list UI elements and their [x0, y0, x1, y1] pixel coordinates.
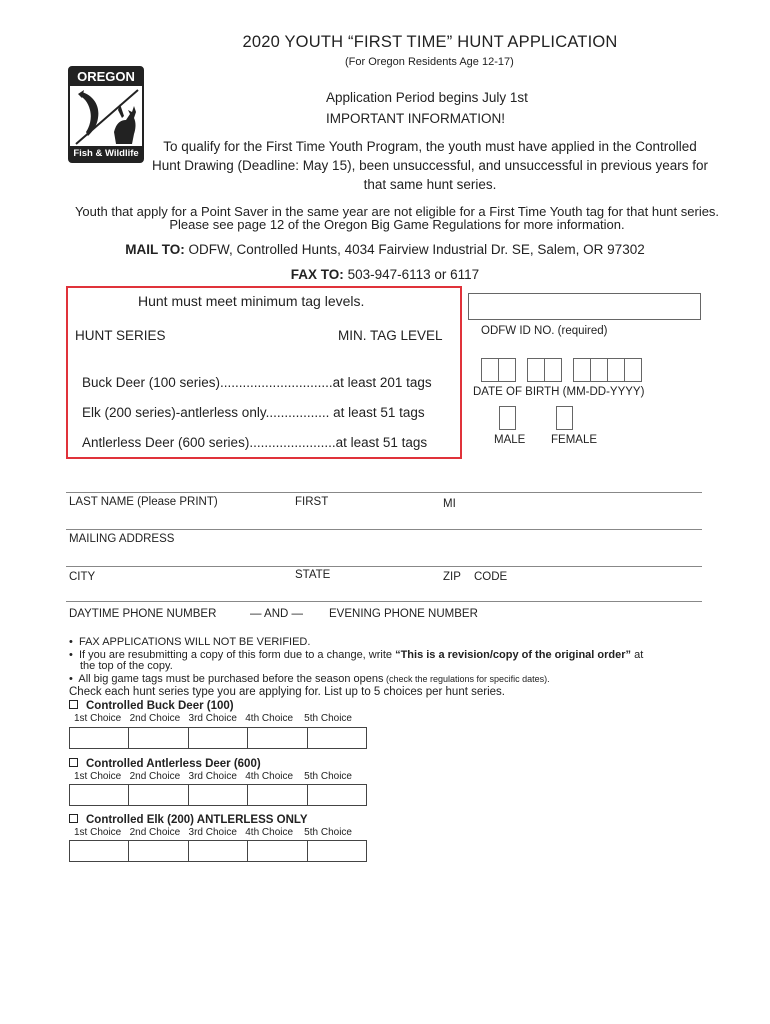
choice-1-label: 1st Choice [74, 771, 122, 782]
choice-input-row [69, 840, 367, 862]
mail-to-line [0, 242, 770, 257]
min-tag-level-header: MIN. TAG LEVEL [338, 328, 443, 343]
female-checkbox[interactable] [556, 406, 573, 430]
tags-note: • All big game tags must be purchased before the season opens (check the regulations for specific dates). [69, 673, 550, 685]
hunt-elk-label: Controlled Elk (200) ANTLERLESS ONLY [86, 814, 308, 826]
choice-input[interactable] [129, 841, 188, 861]
zip-label: ZIP [443, 571, 461, 583]
important-info-heading: IMPORTANT INFORMATION! [326, 111, 506, 126]
choice-3-label: 3rd Choice [188, 713, 237, 724]
choice-input[interactable] [308, 785, 366, 805]
checkbox-icon[interactable] [69, 814, 78, 823]
male-label: MALE [494, 434, 526, 446]
choice-input[interactable] [248, 841, 307, 861]
tag-row-antlerless-deer: Antlerless Deer (600 series).......................at least 51 tags [82, 435, 428, 450]
first-name-label: FIRST [295, 496, 329, 508]
field-divider [66, 529, 702, 530]
choice-5-label: 5th Choice [304, 827, 352, 838]
choice-5-label: 5th Choice [304, 713, 352, 724]
mail-to-label: MAIL TO: [125, 242, 185, 257]
fish-and-deer-icon [72, 88, 140, 146]
dob-digit-box[interactable] [544, 358, 562, 382]
resubmit-note: • If you are resubmitting a copy of this form due to a change, write “This is a revision/copy of the original order” at [69, 649, 644, 661]
fax-to-label: FAX TO: [290, 267, 344, 282]
checkbox-icon[interactable] [69, 758, 78, 767]
mailing-address-label: MAILING ADDRESS [69, 533, 175, 545]
dob-digit-box[interactable] [481, 358, 499, 382]
and-separator: — AND — [250, 608, 304, 620]
dob-digit-box[interactable] [527, 358, 545, 382]
hunt-elk-antlerless[interactable] [69, 814, 308, 826]
field-divider [66, 566, 702, 567]
choice-3-label: 3rd Choice [188, 827, 237, 838]
odfw-id-input[interactable] [468, 293, 701, 320]
field-divider [66, 601, 702, 602]
choice-input[interactable] [70, 841, 129, 861]
resubmit-text-b: at [631, 649, 644, 661]
checkbox-icon[interactable] [69, 700, 78, 709]
evening-phone-label: EVENING PHONE NUMBER [329, 608, 478, 620]
dob-label: DATE OF BIRTH (MM-DD-YYYY) [473, 386, 645, 398]
point-saver-paragraph: Youth that apply for a Point Saver in the same year are not eligible for a First Time Youth tag for that hunt series. Please see page 12 of the Oregon Big Game Regulations for more information. [74, 204, 720, 232]
choice-1-label: 1st Choice [74, 827, 122, 838]
resubmit-text-a: If you are resubmitting a copy of this form due to a change, write [78, 649, 396, 661]
qualify-paragraph: To qualify for the First Time Youth Program, the youth must have applied in the Controlled Hunt Drawing (Deadline: May 15), been unsuccessful, and unsuccessful in previous years for that same hunt series. [151, 139, 709, 192]
tags-note-text: All big game tags must be purchased before the season opens [78, 673, 384, 685]
choice-header-row [74, 827, 352, 838]
choice-4-label: 4th Choice [245, 771, 294, 782]
check-each-note: Check each hunt series type you are applying for. List up to 5 choices per hunt series. [69, 686, 505, 698]
resubmit-text-bold: “This is a revision/copy of the original order” [395, 649, 632, 661]
state-label: STATE [295, 569, 331, 581]
choice-header-row [74, 713, 352, 724]
tags-note-small: (check the regulations for specific dates). [383, 674, 550, 684]
choice-input[interactable] [308, 728, 366, 748]
min-tag-note: Hunt must meet minimum tag levels. [138, 293, 365, 309]
choice-input[interactable] [70, 728, 129, 748]
hunt-antlerless-deer-label: Controlled Antlerless Deer (600) [86, 758, 261, 770]
choice-2-label: 2nd Choice [129, 713, 181, 724]
dob-digit-box[interactable] [624, 358, 642, 382]
city-label: CITY [69, 571, 96, 583]
choice-input[interactable] [189, 728, 248, 748]
form-subtitle: (For Oregon Residents Age 12-17) [345, 56, 514, 68]
choice-2-label: 2nd Choice [129, 771, 181, 782]
choice-5-label: 5th Choice [304, 771, 352, 782]
choice-3-label: 3rd Choice [188, 771, 237, 782]
mail-address: ODFW, Controlled Hunts, 4034 Fairview Industrial Dr. SE, Salem, OR 97302 [188, 242, 645, 257]
tag-row-elk: Elk (200 series)-antlerless only................. at least 51 tags [82, 405, 425, 420]
choice-input[interactable] [189, 785, 248, 805]
logo-fish-wildlife-text: Fish & Wildlife [70, 146, 142, 161]
fax-note-text: FAX APPLICATIONS WILL NOT BE VERIFIED. [78, 636, 311, 648]
daytime-phone-label: DAYTIME PHONE NUMBER [69, 608, 217, 620]
form-title: 2020 YOUTH “FIRST TIME” HUNT APPLICATION [242, 33, 618, 51]
dob-digit-box[interactable] [498, 358, 516, 382]
choice-input[interactable] [248, 728, 307, 748]
resubmit-text-c: the top of the copy. [80, 660, 173, 672]
dob-digit-box[interactable] [607, 358, 625, 382]
hunt-series-header: HUNT SERIES [75, 328, 166, 343]
fax-to-line [0, 267, 770, 282]
fax-note: • FAX APPLICATIONS WILL NOT BE VERIFIED. [69, 636, 311, 648]
hunt-buck-deer-label: Controlled Buck Deer (100) [86, 700, 234, 712]
dob-digit-box[interactable] [573, 358, 591, 382]
choice-4-label: 4th Choice [245, 713, 294, 724]
choice-input-row [69, 784, 367, 806]
field-divider [66, 492, 702, 493]
choice-input[interactable] [129, 785, 188, 805]
tag-row-buck-deer: Buck Deer (100 series)..............................at least 201 tags [82, 375, 432, 390]
male-checkbox[interactable] [499, 406, 516, 430]
choice-input[interactable] [248, 785, 307, 805]
choice-header-row [74, 771, 352, 782]
choice-input[interactable] [308, 841, 366, 861]
choice-input[interactable] [70, 785, 129, 805]
application-period: Application Period begins July 1st [326, 90, 528, 105]
logo-oregon-text: OREGON [70, 68, 142, 86]
choice-input[interactable] [129, 728, 188, 748]
choice-input[interactable] [189, 841, 248, 861]
fax-numbers: 503-947-6113 or 6117 [347, 267, 480, 282]
hunt-buck-deer[interactable] [69, 700, 234, 712]
odfw-logo [68, 66, 144, 163]
choice-4-label: 4th Choice [245, 827, 294, 838]
hunt-antlerless-deer[interactable] [69, 758, 261, 770]
choice-1-label: 1st Choice [74, 713, 122, 724]
female-label: FEMALE [551, 434, 598, 446]
choice-2-label: 2nd Choice [129, 827, 181, 838]
middle-initial-label: MI [443, 498, 456, 510]
choice-input-row [69, 727, 367, 749]
tag-levels-box [66, 286, 462, 459]
last-name-label: LAST NAME (Please PRINT) [69, 496, 218, 508]
code-label: CODE [474, 571, 508, 583]
dob-digit-box[interactable] [590, 358, 608, 382]
odfw-id-label: ODFW ID NO. (required) [481, 325, 608, 337]
